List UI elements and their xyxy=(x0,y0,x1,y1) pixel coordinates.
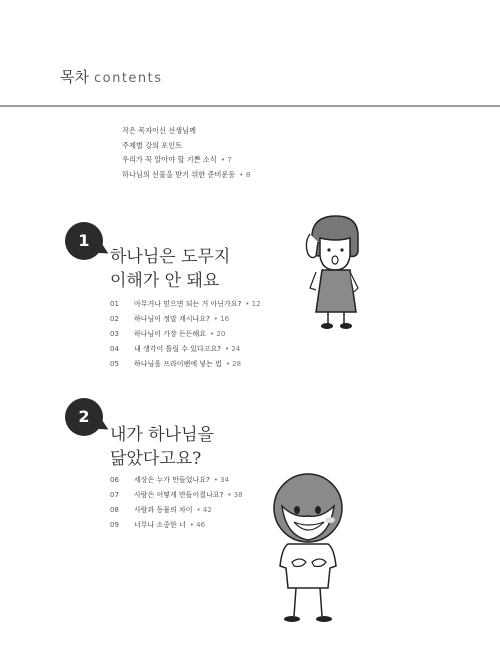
chapter-item[interactable]: 07 사람은 어떻게 만들어졌나요? • 38 xyxy=(110,491,243,499)
girl-illustration xyxy=(296,212,376,332)
part-title: 하나님은 도무지 이해가 안 돼요 xyxy=(110,247,231,291)
page-number: • 7 xyxy=(220,155,232,164)
chapter-item[interactable]: 08 사람과 동물의 차이 • 42 xyxy=(110,506,212,514)
intro-item[interactable]: 주제별 강의 포인트 xyxy=(122,140,183,150)
chapter-list xyxy=(110,473,243,533)
chapter-list xyxy=(110,297,261,372)
page-number: • 8 xyxy=(239,169,251,179)
chapter-item[interactable]: 09 너무나 소중한 너 • 46 xyxy=(110,521,206,529)
title-korean: 목차 xyxy=(60,68,89,86)
page-title xyxy=(60,66,163,87)
chapter-item[interactable]: 06 세상은 누가 만들었나요? • 34 xyxy=(110,476,230,484)
chapter-item[interactable]: 01 아무거나 믿으면 되는 거 아닌가요? • 12 xyxy=(110,300,261,308)
header-divider xyxy=(0,105,500,107)
chapter-item[interactable]: 03 하나님이 가장 든든해요 • 20 xyxy=(110,330,226,338)
intro-item[interactable]: 작은 목자이신 선생님께 xyxy=(122,126,197,135)
part-number-badge: 1 xyxy=(65,222,103,260)
chapter-item[interactable]: 05 하나님을 프라이팬에 넣는 법 • 28 xyxy=(110,360,242,368)
intro-item[interactable]: 우리가 꼭 알아야 할 기쁜 소식 • 7 xyxy=(122,155,232,164)
title-english: contents xyxy=(93,71,163,86)
part-title: 내가 하나님을 닮았다고요? xyxy=(110,425,214,469)
boy-illustration xyxy=(262,466,362,626)
part-number-badge: 2 xyxy=(65,398,103,436)
intro-list xyxy=(122,124,250,182)
intro-item[interactable]: 하나님의 선물을 받기 위한 준비운동 • 8 xyxy=(122,169,251,179)
chapter-item[interactable]: 04 내 생각이 틀릴 수 있다고요? • 24 xyxy=(110,345,241,353)
chapter-item[interactable]: 02 하나님이 정말 계시나요? • 16 xyxy=(110,315,230,323)
